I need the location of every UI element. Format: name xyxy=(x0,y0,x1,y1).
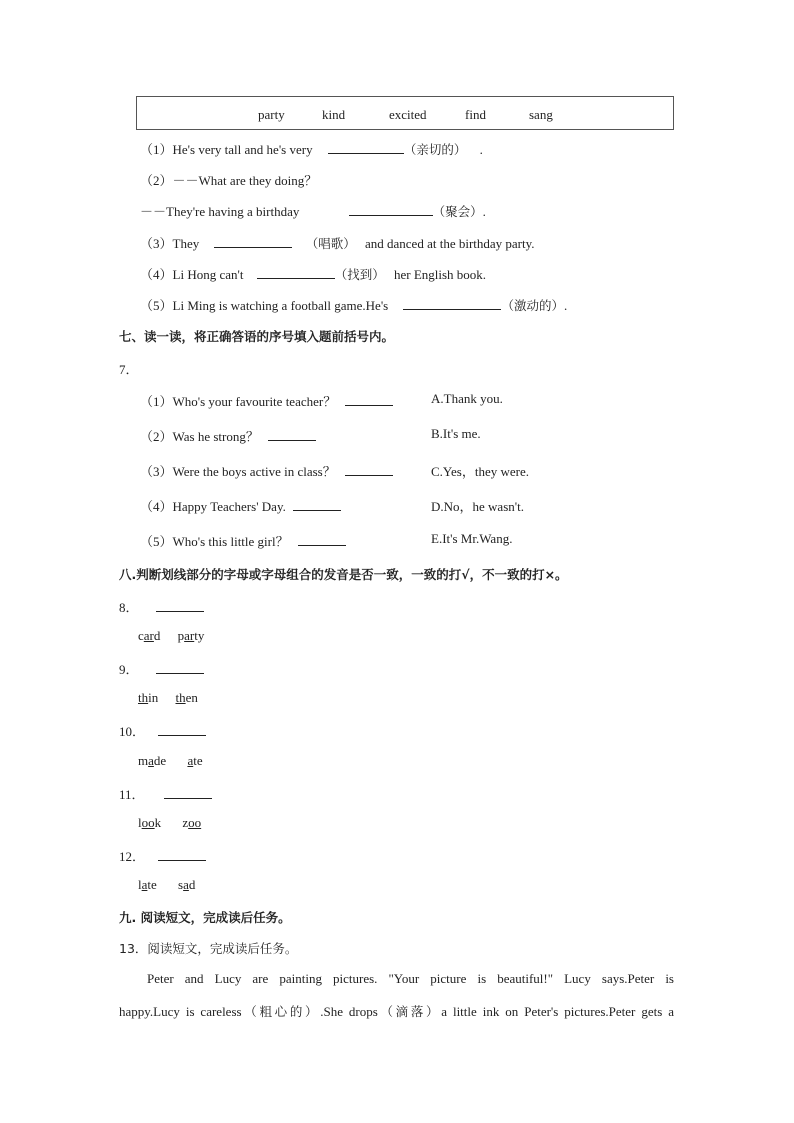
answer-option: B.It's me. xyxy=(431,426,481,441)
phonics-word-pair xyxy=(138,628,204,644)
fill-question-5 xyxy=(140,295,567,314)
section-heading: 七、读一读，将正确答语的序号填入题前括号内。 xyxy=(119,329,395,344)
chinese-hint: （激动的） xyxy=(501,298,564,313)
question-text: Who's your favourite teacher？ xyxy=(172,394,337,409)
chinese-hint: （亲切的） xyxy=(403,142,467,157)
word-bank-box xyxy=(136,96,674,130)
chinese-hint: （唱歌） xyxy=(305,236,356,251)
word-bank-item: party xyxy=(258,107,285,122)
question-number: （5） xyxy=(140,298,173,313)
question-text: Li Hong can't xyxy=(172,267,244,282)
answer-blank[interactable] xyxy=(156,599,204,612)
answer-option: D.No，he wasn't. xyxy=(431,499,524,514)
question-text: Were the boys active in class？ xyxy=(172,464,336,479)
question-number: 10． xyxy=(119,724,146,739)
question-text: －－They're having a birthday xyxy=(140,204,300,219)
word-2: ate xyxy=(187,753,203,768)
question-text: －－What are they doing？ xyxy=(172,173,318,188)
question-number: （5） xyxy=(140,534,173,549)
question-number: （4） xyxy=(140,499,173,514)
question-text-after: and danced at the birthday party. xyxy=(365,236,535,251)
question-number: （3） xyxy=(140,236,173,251)
chinese-gloss: （滴落） xyxy=(377,1004,442,1019)
answer-blank[interactable] xyxy=(293,498,341,511)
word-1: late xyxy=(138,877,157,892)
question-number: （3） xyxy=(140,464,173,479)
match-question-2 xyxy=(140,426,316,445)
phonics-item-11 xyxy=(119,784,212,803)
question-number: （1） xyxy=(140,142,173,157)
word-2: then xyxy=(175,690,198,705)
chinese-gloss: （粗心的） xyxy=(241,1004,321,1019)
word-bank-item: excited xyxy=(389,107,427,122)
passage-text: happy.Lucy is careless xyxy=(119,1004,242,1019)
match-question-4 xyxy=(140,496,341,515)
phonics-word-pair xyxy=(138,753,203,769)
fill-question-3 xyxy=(140,233,535,252)
word-2: zoo xyxy=(182,815,202,830)
match-question-5 xyxy=(140,531,346,550)
phonics-item-9 xyxy=(119,659,204,678)
question-number: 7． xyxy=(119,362,139,377)
punctuation: . xyxy=(482,204,486,219)
fill-question-2b xyxy=(140,201,486,220)
passage-text: a little ink on Peter's pictures.Peter gets a xyxy=(441,1004,674,1019)
answer-blank[interactable] xyxy=(328,141,404,154)
punctuation: . xyxy=(564,298,568,313)
answer-blank[interactable] xyxy=(403,297,501,310)
phonics-item-8 xyxy=(119,597,204,616)
answer-blank[interactable] xyxy=(268,428,316,441)
question-number-line: 13．阅读短文，完成读后任务。 xyxy=(119,941,298,956)
answer-option: A.Thank you. xyxy=(431,391,503,406)
phonics-word-pair xyxy=(138,877,195,893)
answer-option: C.Yes，they were. xyxy=(431,464,529,479)
word-2: sad xyxy=(178,877,196,892)
passage-text: .She drops xyxy=(320,1004,378,1019)
question-text: Happy Teachers' Day. xyxy=(172,499,286,514)
match-question-1 xyxy=(140,391,393,410)
section-heading: 九. 阅读短文，完成读后任务。 xyxy=(119,910,291,925)
answer-option: E.It's Mr.Wang. xyxy=(431,531,513,546)
fill-question-2 xyxy=(140,170,317,189)
question-number: 8． xyxy=(119,600,139,615)
word-2: party xyxy=(177,628,205,643)
fill-question-4 xyxy=(140,264,486,283)
answer-blank[interactable] xyxy=(156,661,204,674)
question-text: They xyxy=(172,236,200,251)
section-heading: 八.判断划线部分的字母或字母组合的发音是否一致，一致的打√，不一致的打×。 xyxy=(119,567,568,582)
answer-blank[interactable] xyxy=(164,786,212,799)
reading-passage-line-2 xyxy=(119,1002,674,1020)
answer-blank[interactable] xyxy=(214,235,292,248)
word-1: card xyxy=(138,628,161,643)
answer-blank[interactable] xyxy=(345,393,393,406)
punctuation: . xyxy=(479,142,483,157)
phonics-item-12 xyxy=(119,846,206,865)
question-number: （4） xyxy=(140,267,173,282)
question-number: （2） xyxy=(140,429,173,444)
question-text-after: her English book. xyxy=(393,267,487,282)
answer-blank[interactable] xyxy=(158,848,206,861)
phonics-word-pair xyxy=(138,690,198,706)
phonics-item-10 xyxy=(119,721,206,740)
match-question-3 xyxy=(140,461,393,480)
answer-blank[interactable] xyxy=(158,723,206,736)
question-text: Li Ming is watching a football game.He's xyxy=(172,298,389,313)
answer-blank[interactable] xyxy=(349,203,433,216)
word-bank-item: sang xyxy=(529,107,553,122)
question-number: （1） xyxy=(140,394,173,409)
word-bank-item: kind xyxy=(322,107,346,122)
answer-blank[interactable] xyxy=(345,463,393,476)
question-text: Was he strong？ xyxy=(172,429,259,444)
answer-blank[interactable] xyxy=(257,266,335,279)
question-text: He's very tall and he's very xyxy=(172,142,313,157)
word-1: thin xyxy=(138,690,159,705)
question-text: Who's this little girl？ xyxy=(172,534,289,549)
word-bank-item: find xyxy=(465,107,486,122)
question-number: 9． xyxy=(119,662,139,677)
question-number: 11． xyxy=(119,787,145,802)
chinese-hint: （找到） xyxy=(334,267,385,282)
fill-question-1 xyxy=(140,139,483,158)
question-number: 12． xyxy=(119,849,146,864)
answer-blank[interactable] xyxy=(298,533,346,546)
reading-passage-line-1: Peter and Lucy are painting pictures. "Your picture is beautiful!" Lucy says.Peter is xyxy=(147,971,674,986)
word-1: look xyxy=(138,815,162,830)
question-number: （2） xyxy=(140,173,173,188)
chinese-hint: （聚会） xyxy=(432,204,483,219)
phonics-word-pair xyxy=(138,815,201,831)
word-1: made xyxy=(138,753,167,768)
